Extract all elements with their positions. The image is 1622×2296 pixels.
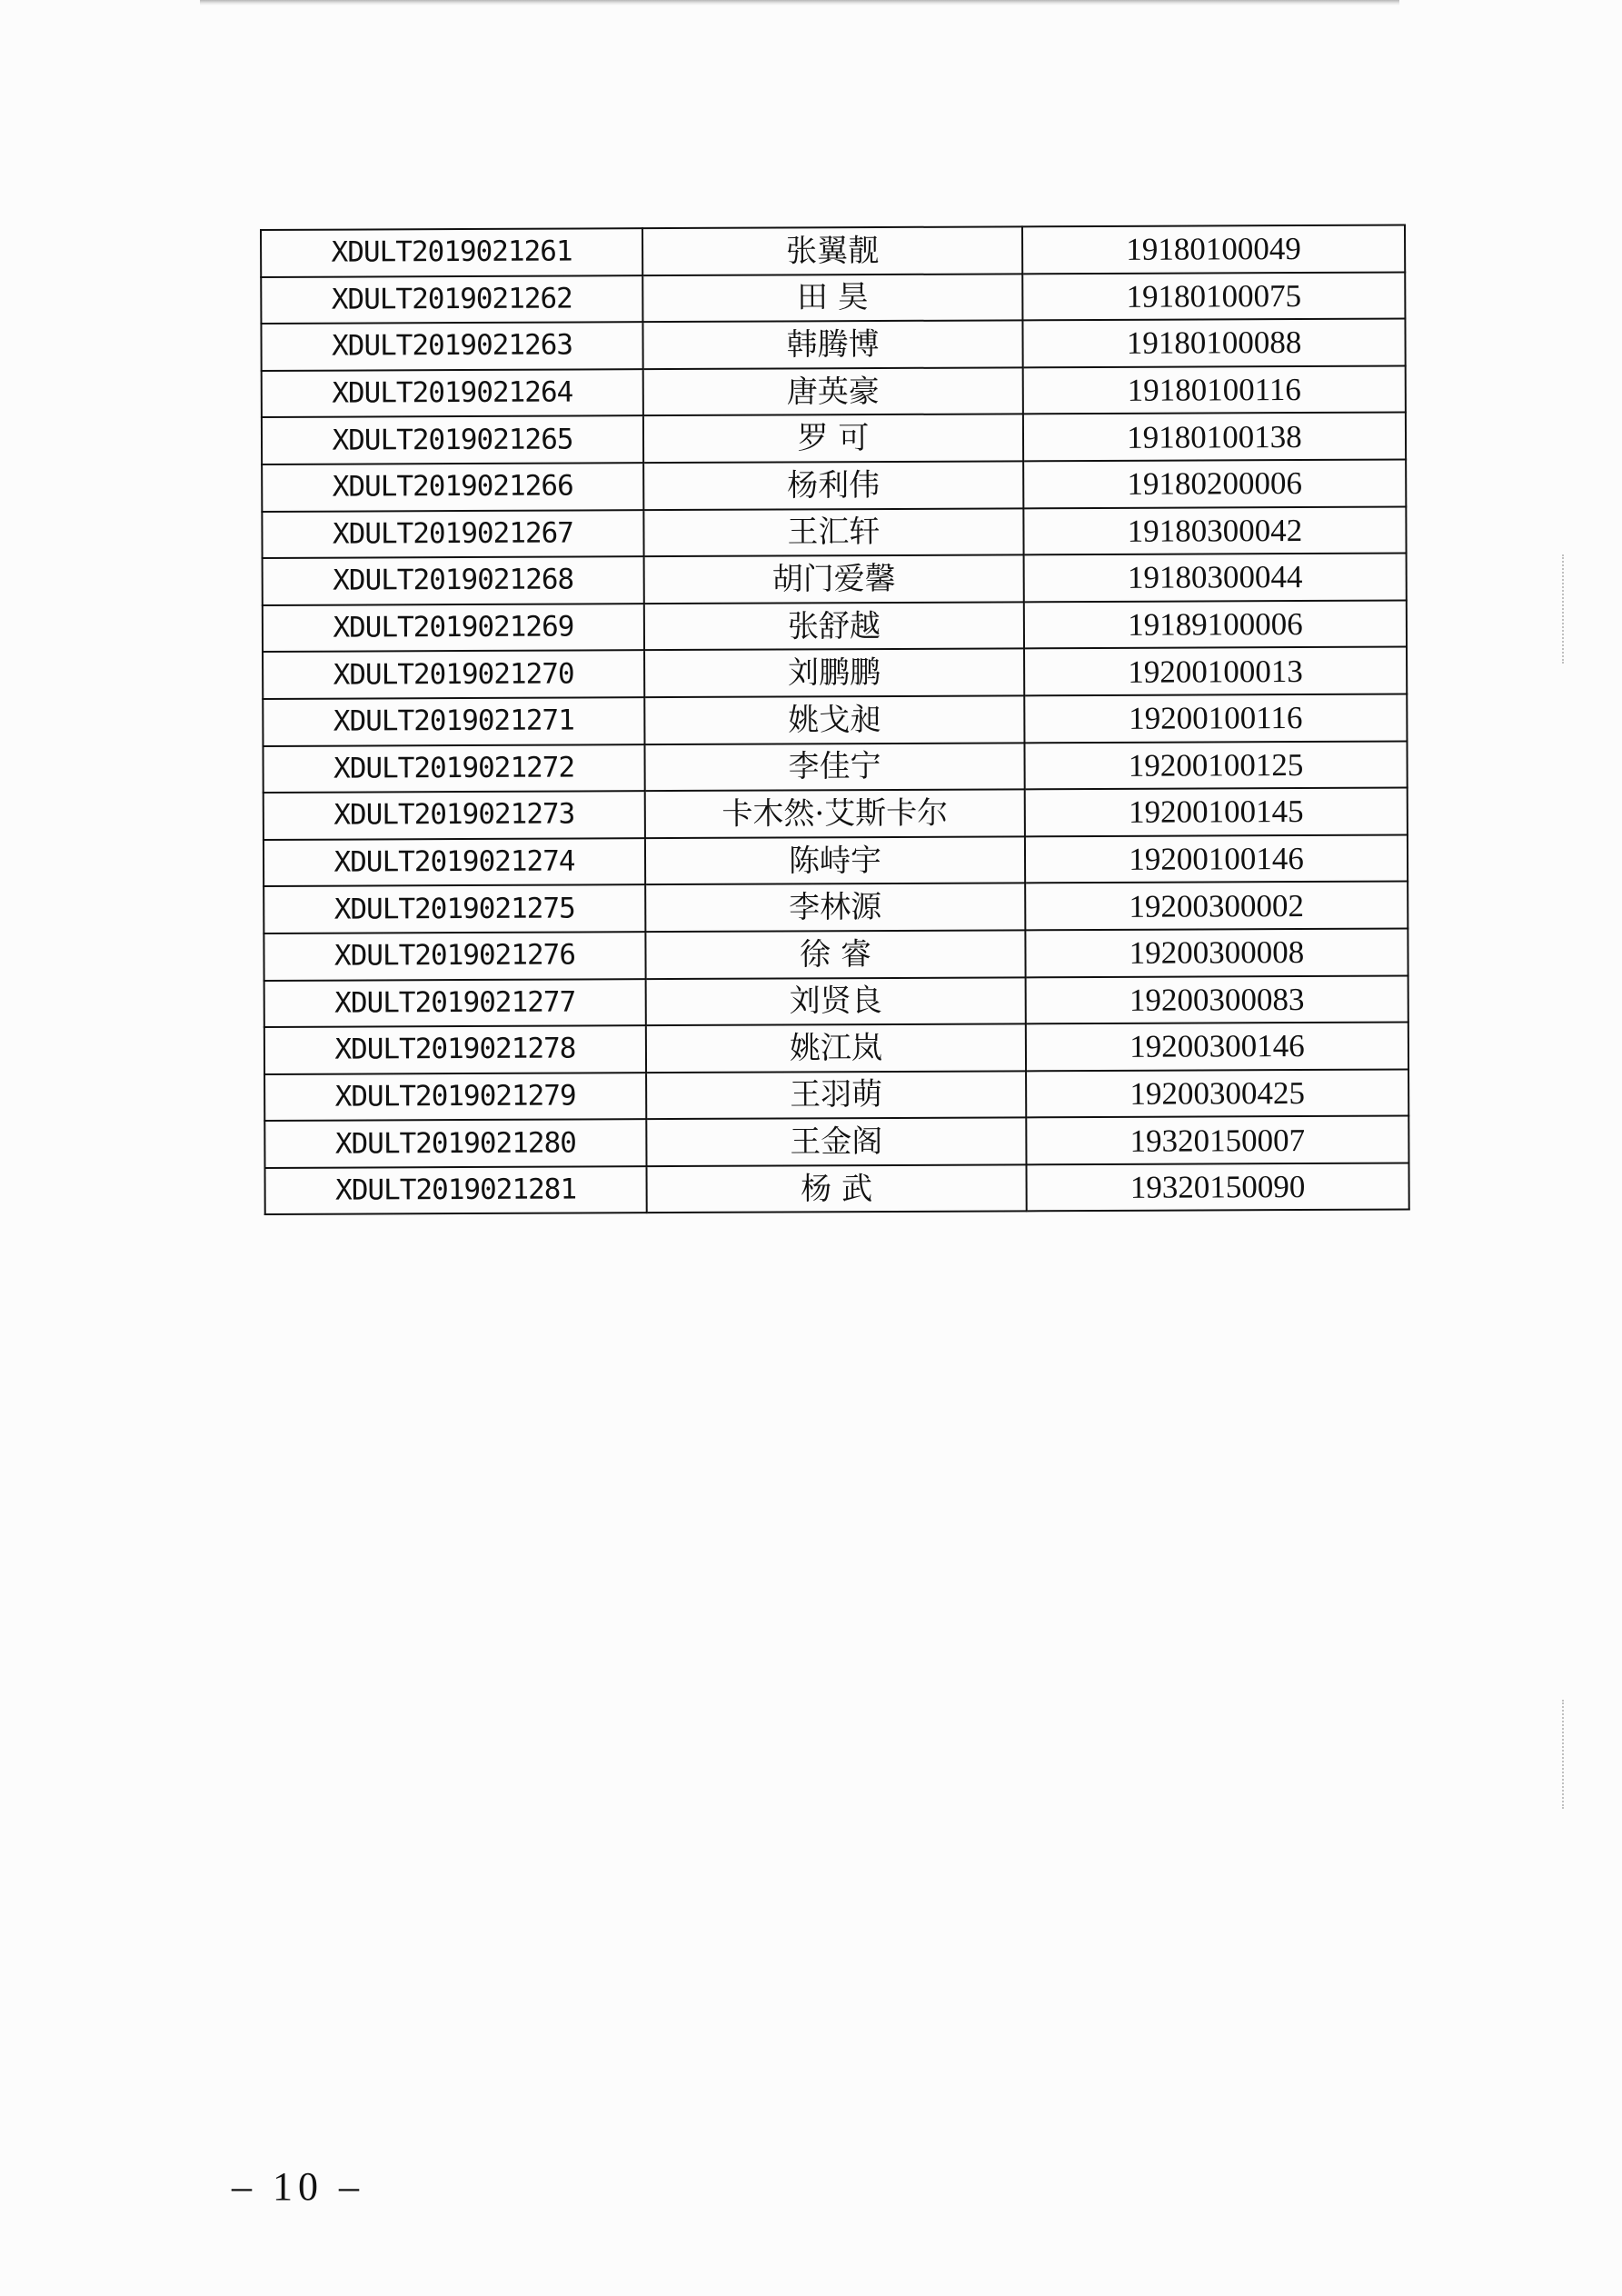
student-number-cell: 19180100116: [1023, 365, 1406, 414]
student-id-cell: XDULT2019021278: [264, 1025, 646, 1073]
table-row: [261, 319, 1405, 371]
student-number-cell: 19200100116: [1024, 694, 1407, 742]
student-id-cell: XDULT2019021272: [263, 744, 644, 793]
table-row: [263, 741, 1407, 793]
student-id-cell: XDULT2019021267: [262, 510, 643, 558]
table-row: [262, 365, 1406, 417]
student-number-cell: 19180200006: [1023, 459, 1406, 507]
scan-edge-shadow: [200, 0, 1399, 5]
table-row: [264, 1023, 1408, 1074]
student-name-cell: 张舒越: [644, 602, 1024, 650]
student-number-cell: 19200300146: [1026, 1023, 1408, 1071]
student-number-cell: 19200100125: [1024, 741, 1407, 789]
student-number-cell: 19180100049: [1022, 225, 1405, 274]
table-row: [263, 647, 1407, 699]
table-row: [261, 272, 1405, 324]
student-number-cell: 19180100088: [1022, 319, 1405, 367]
roster-table: [260, 224, 1410, 1215]
student-name-cell: 王羽萌: [646, 1071, 1026, 1119]
student-name-cell: 张翼靓: [642, 226, 1022, 275]
scan-artifact-marks: [1562, 554, 1567, 664]
student-name-cell: 陈峙宇: [645, 836, 1025, 884]
student-id-cell: XDULT2019021261: [261, 228, 642, 276]
student-id-cell: XDULT2019021264: [262, 369, 643, 417]
table-row: [264, 1116, 1408, 1168]
student-id-cell: XDULT2019021275: [264, 884, 645, 933]
student-id-cell: XDULT2019021270: [263, 651, 644, 699]
student-number-cell: 19200100145: [1025, 788, 1408, 836]
student-name-cell: 胡门爱馨: [644, 554, 1024, 603]
roster-table-body: [261, 225, 1409, 1215]
student-id-cell: XDULT2019021268: [263, 556, 644, 604]
table-row: [264, 834, 1408, 886]
table-row: [262, 413, 1406, 464]
student-name-cell: 罗 可: [643, 414, 1023, 463]
student-name-cell: 刘贤良: [646, 977, 1026, 1025]
table-row: [262, 506, 1406, 558]
student-number-cell: 19180300042: [1023, 506, 1406, 554]
table-row: [264, 882, 1408, 933]
student-number-cell: 19200300002: [1025, 882, 1408, 930]
student-name-cell: 李佳宁: [644, 743, 1024, 791]
student-name-cell: 姚戈昶: [644, 695, 1024, 744]
student-number-cell: 19180300044: [1024, 554, 1407, 602]
scan-artifact-marks: [1562, 1700, 1567, 1809]
table-row: [262, 459, 1406, 511]
student-number-cell: 19320150090: [1026, 1163, 1408, 1211]
student-id-cell: XDULT2019021281: [265, 1166, 647, 1214]
student-number-cell: 19200300083: [1026, 975, 1408, 1023]
student-id-cell: XDULT2019021273: [264, 791, 645, 839]
student-name-cell: 姚江岚: [646, 1023, 1026, 1072]
student-name-cell: 李林源: [645, 883, 1025, 932]
table-row: [264, 975, 1408, 1027]
student-id-cell: XDULT2019021263: [261, 322, 642, 370]
table-row: [265, 1163, 1409, 1214]
student-id-cell: XDULT2019021271: [263, 697, 644, 745]
student-id-cell: XDULT2019021269: [263, 604, 644, 652]
student-name-cell: 刘鹏鹏: [644, 649, 1024, 697]
student-number-cell: 19180100075: [1022, 272, 1405, 320]
student-number-cell: 19180100138: [1023, 413, 1406, 461]
table-row: [263, 694, 1407, 745]
table-row: [264, 788, 1408, 840]
student-name-cell: 韩腾博: [642, 321, 1022, 369]
student-id-cell: XDULT2019021262: [261, 275, 642, 324]
student-name-cell: 杨利伟: [643, 461, 1023, 509]
student-name-cell: 王汇轩: [643, 508, 1023, 556]
student-id-cell: XDULT2019021276: [264, 932, 645, 980]
page-number: – 10 –: [232, 2164, 364, 2209]
student-name-cell: 田 昊: [642, 274, 1022, 322]
table-row: [263, 554, 1407, 605]
student-number-cell: 19189100006: [1024, 600, 1407, 648]
table-row: [261, 225, 1405, 277]
student-number-cell: 19320150007: [1026, 1116, 1408, 1164]
student-name-cell: 徐 睿: [645, 930, 1025, 978]
student-number-cell: 19200100146: [1025, 834, 1408, 883]
student-id-cell: XDULT2019021280: [264, 1119, 646, 1167]
student-id-cell: XDULT2019021274: [264, 838, 645, 886]
student-name-cell: 唐英豪: [643, 367, 1023, 415]
student-name-cell: 杨 武: [647, 1164, 1027, 1213]
student-id-cell: XDULT2019021277: [264, 979, 646, 1027]
student-number-cell: 19200300008: [1025, 928, 1408, 976]
student-id-cell: XDULT2019021265: [262, 416, 643, 464]
table-row: [264, 928, 1408, 980]
table-row: [263, 600, 1407, 652]
student-name-cell: 王金阁: [646, 1118, 1026, 1166]
student-id-cell: XDULT2019021266: [262, 463, 643, 511]
student-number-cell: 19200300425: [1026, 1069, 1408, 1117]
student-name-cell: 卡木然·艾斯卡尔: [645, 789, 1025, 837]
table-row: [264, 1069, 1408, 1121]
student-id-cell: XDULT2019021279: [264, 1073, 646, 1121]
student-number-cell: 19200100013: [1024, 647, 1407, 695]
